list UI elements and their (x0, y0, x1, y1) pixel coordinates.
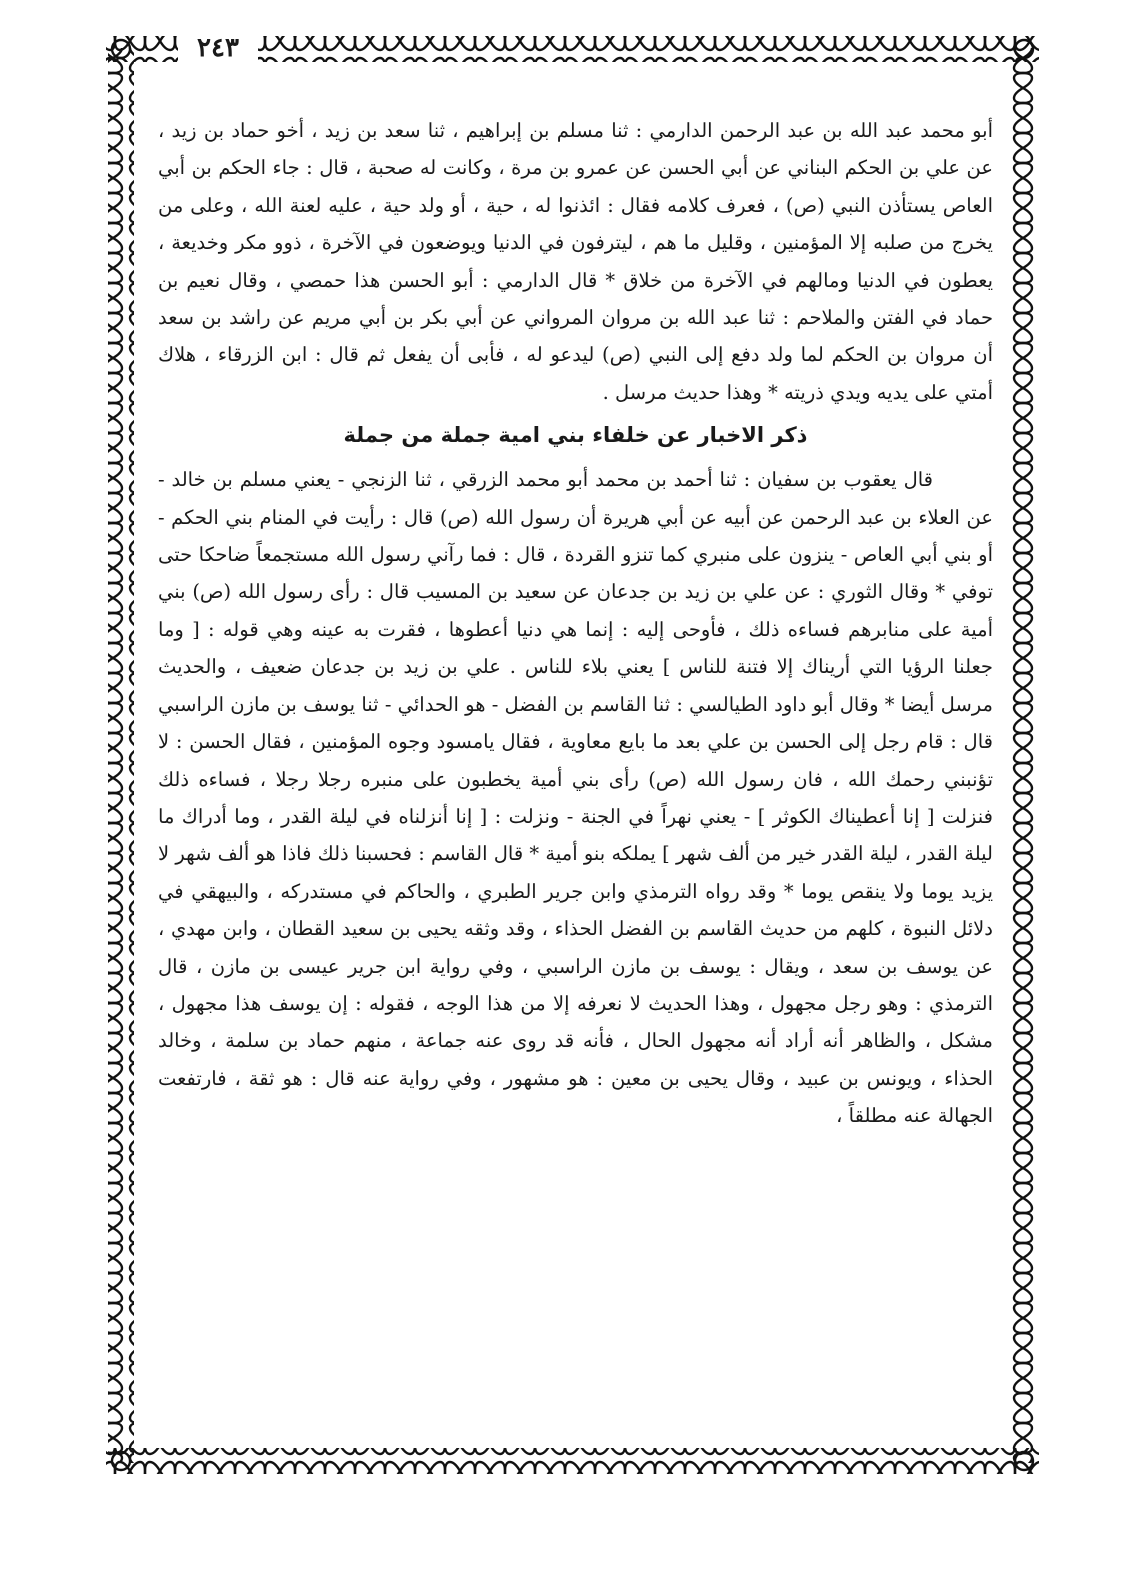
page-body (158, 112, 993, 1135)
section-heading: ذكر الاخبار عن خلفاء بني امية جملة من جملة (343, 423, 808, 448)
paragraph: أبو محمد عبد الله بن عبد الرحمن الدارمي : ثنا مسلم بن إبراهيم ، ثنا سعد بن زيد ، أخو حماد بن زيد ، عن علي بن الحكم البناني عن أبي الحسن عن عمرو بن مرة ، وكانت له صحبة ، قال : جاء الحكم بن أبي العاص يستأذن النبي (ص) ، فعرف كلامه فقال : ائذنوا له ، حية ، أو ولد حية ، عليه لعنة الله ، وعلى من يخرج من صلبه إلا المؤمنين ، وقليل ما هم ، ليترفون في الدنيا ويوضعون في الآخرة ، ذوو مكر وخديعة ، يعطون في الدنيا ومالهم في الآخرة من خلاق * قال الدارمي : أبو الحسن هذا حمصي ، وقال نعيم بن حماد في الفتن والملاحم : ثنا عبد الله بن مروان المرواني عن أبي بكر بن أبي مريم عن راشد بن سعد أن مروان بن الحكم لما ولد دفع إلى النبي (ص) ليدعو له ، فأبى أن يفعل ثم قال : ابن الزرقاء ، هلاك أمتي على يديه ويدي ذريته * وهذا حديث مرسل . (158, 119, 993, 404)
paragraph: قال يعقوب بن سفيان : ثنا أحمد بن محمد أبو محمد الزرقي ، ثنا الزنجي - يعني مسلم بن خالد - عن العلاء بن عبد الرحمن عن أبيه عن أبي هريرة أن رسول الله (ص) قال : رأيت في المنام بني الحكم - أو بني أبي العاص - ينزون على منبري كما تنزو القردة ، قال : فما رآني رسول الله مستجمعاً ضاحكا حتى توفي * وقال الثوري : عن علي بن زيد بن جدعان عن سعيد بن المسيب قال : رأى رسول الله (ص) بني أمية على منابرهم فساءه ذلك ، فأوحى إليه : إنما هي دنيا أعطوها ، فقرت به عينه وهي قوله : [ وما جعلنا الرؤيا التي أريناك إلا فتنة للناس ] يعني بلاء للناس . علي بن زيد بن جدعان ضعيف ، والحديث مرسل أيضا * وقال أبو داود الطيالسي : ثنا القاسم بن الفضل - هو الحدائي - ثنا يوسف بن مازن الراسبي قال : قام رجل إلى الحسن بن علي بعد ما بايع معاوية ، فقال يامسود وجوه المؤمنين ، فقال الحسن : لا تؤنبني رحمك الله ، فان رسول الله (ص) رأى بني أمية يخطبون على منبره رجلا رجلا ، فساءه ذلك فنزلت [ إنا أعطيناك الكوثر ] - يعني نهراً في الجنة - ونزلت : [ إنا أنزلناه في ليلة القدر ، وما أدراك ما ليلة القدر ، ليلة القدر خير من ألف شهر ] يملكه بنو أمية * قال القاسم : فحسبنا ذلك فاذا هو ألف شهر لا يزيد يوما ولا ينقص يوما * وقد رواه الترمذي وابن جرير الطبري ، والحاكم في مستدركه ، والبيهقي في دلائل النبوة ، كلهم من حديث القاسم بن الفضل الحذاء ، وقد وثقه يحيى بن سعيد القطان ، وابن مهدي ، عن يوسف بن سعد ، ويقال : يوسف بن مازن الراسبي ، وفي رواية ابن جرير عيسى بن مازن ، قال الترمذي : وهو رجل مجهول ، وهذا الحديث لا نعرفه إلا من هذا الوجه ، فقوله : إن يوسف هذا مجهول ، مشكل ، والظاهر أنه أراد أنه مجهول الحال ، فأنه قد روى عنه جماعة ، منهم حماد بن سلمة ، وخالد الحذاء ، ويونس بن عبيد ، وقال يحيى بن معين : هو مشهور ، وفي رواية عنه قال : هو ثقة ، فارتفعت الجهالة عنه مطلقاً ، (158, 468, 993, 1128)
page-number: ٢٤٣ (178, 30, 258, 66)
